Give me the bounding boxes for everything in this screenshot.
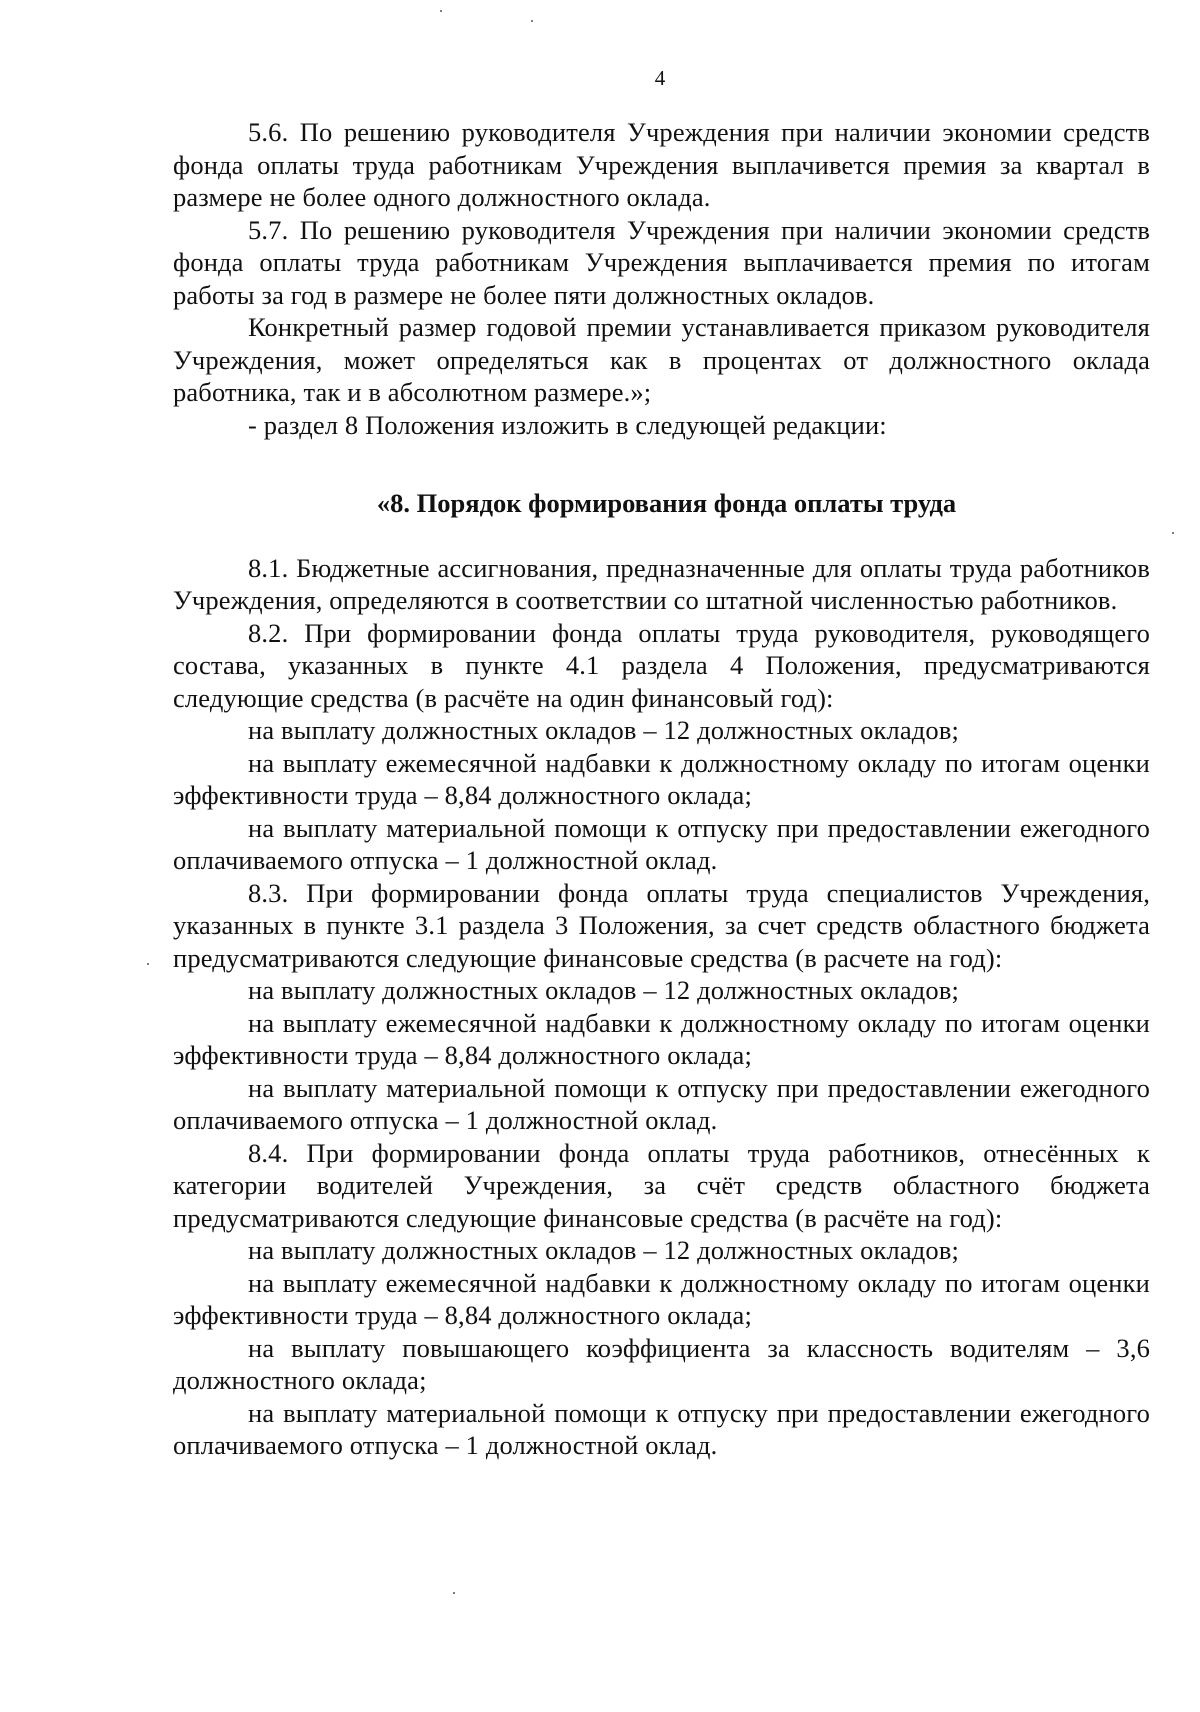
scan-speck	[453, 1592, 455, 1594]
paragraph-8-3: 8.3. При формировании фонда оплаты труда специалистов Учреждения, указанных в пункте 3.1 раздела 3 Положения, за счет средств областного бюджета предусматриваются следующие финансовые средства (в расчете на год):	[173, 877, 1150, 973]
list-item-salaries: на выплату должностных окладов – 12 должностных окладов;	[248, 975, 959, 1005]
page-number: 4	[654, 66, 666, 90]
list-item-monthly-allowance: на выплату ежемесячной надбавки к должностному окладу по итогам оценки эффективности труда – 8,84 должностного оклада;	[173, 747, 1150, 810]
paragraph-8-4: 8.4. При формировании фонда оплаты труда работников, отнесённых к категории водителей Учреждения, за счёт средств областного бюджета предусматриваются следующие финансовые средства (в расчёте на год):	[173, 1137, 1150, 1233]
paragraph-section-8-intro: - раздел 8 Положения изложить в следующей редакции:	[248, 409, 887, 440]
paragraph-5-7: 5.7. По решению руководителя Учреждения при наличии экономии средств фонда оплаты труда работникам Учреждения выплачивается премия по итогам работы за год в размере не более пяти должностных окладов.	[173, 214, 1150, 310]
list-item-monthly-allowance: на выплату ежемесячной надбавки к должностному окладу по итогам оценки эффективности труда – 8,84 должностного оклада;	[173, 1007, 1150, 1070]
list-item-salaries: на выплату должностных окладов – 12 должностных окладов;	[248, 1235, 959, 1265]
paragraph-annual-bonus: Конкретный размер годовой премии устанавливается приказом руководителя Учреждения, может определяться как в процентах от должностного оклада работника, так и в абсолютном размере.»;	[173, 312, 1150, 407]
document-body	[173, 116, 1150, 1462]
paragraph-8-2: 8.2. При формировании фонда оплаты труда руководителя, руководящего состава, указанных в пункте 4.1 раздела 4 Положения, предусматриваются следующие средства (в расчёте на один финансовый год):	[173, 617, 1150, 713]
paragraph-5-6: 5.6. По решению руководителя Учреждения при наличии экономии средств фонда оплаты труда работникам Учреждения выплачивется премия за квартал в размере не более одного должностного оклада.	[173, 117, 1150, 212]
list-item-driver-coefficient: на выплату повышающего коэффициента за классность водителям – 3,6 должностного оклада;	[173, 1332, 1150, 1395]
scan-speck	[1172, 532, 1174, 534]
list-item-monthly-allowance: на выплату ежемесячной надбавки к должностному окладу по итогам оценки эффективности труда – 8,84 должностного оклада;	[173, 1267, 1150, 1330]
list-item-salaries: на выплату должностных окладов – 12 должностных окладов;	[248, 715, 959, 745]
scan-speck	[440, 10, 442, 12]
scan-speck	[531, 20, 533, 22]
list-item-material-aid: на выплату материальной помощи к отпуску при предоставлении ежегодного оплачиваемого отпуска – 1 должностной оклад.	[173, 1397, 1150, 1460]
paragraph-8-1: 8.1. Бюджетные ассигнования, предназначенные для оплаты труда работников Учреждения, определяются в соответствии со штатной численностью работников.	[173, 552, 1150, 615]
section-8-heading: «8. Порядок формирования фонда оплаты труда	[376, 488, 957, 518]
list-item-material-aid: на выплату материальной помощи к отпуску при предоставлении ежегодного оплачиваемого отпуска – 1 должностной оклад.	[173, 812, 1150, 875]
list-item-material-aid: на выплату материальной помощи к отпуску при предоставлении ежегодного оплачиваемого отпуска – 1 должностной оклад.	[173, 1072, 1150, 1135]
scan-speck	[147, 963, 149, 965]
